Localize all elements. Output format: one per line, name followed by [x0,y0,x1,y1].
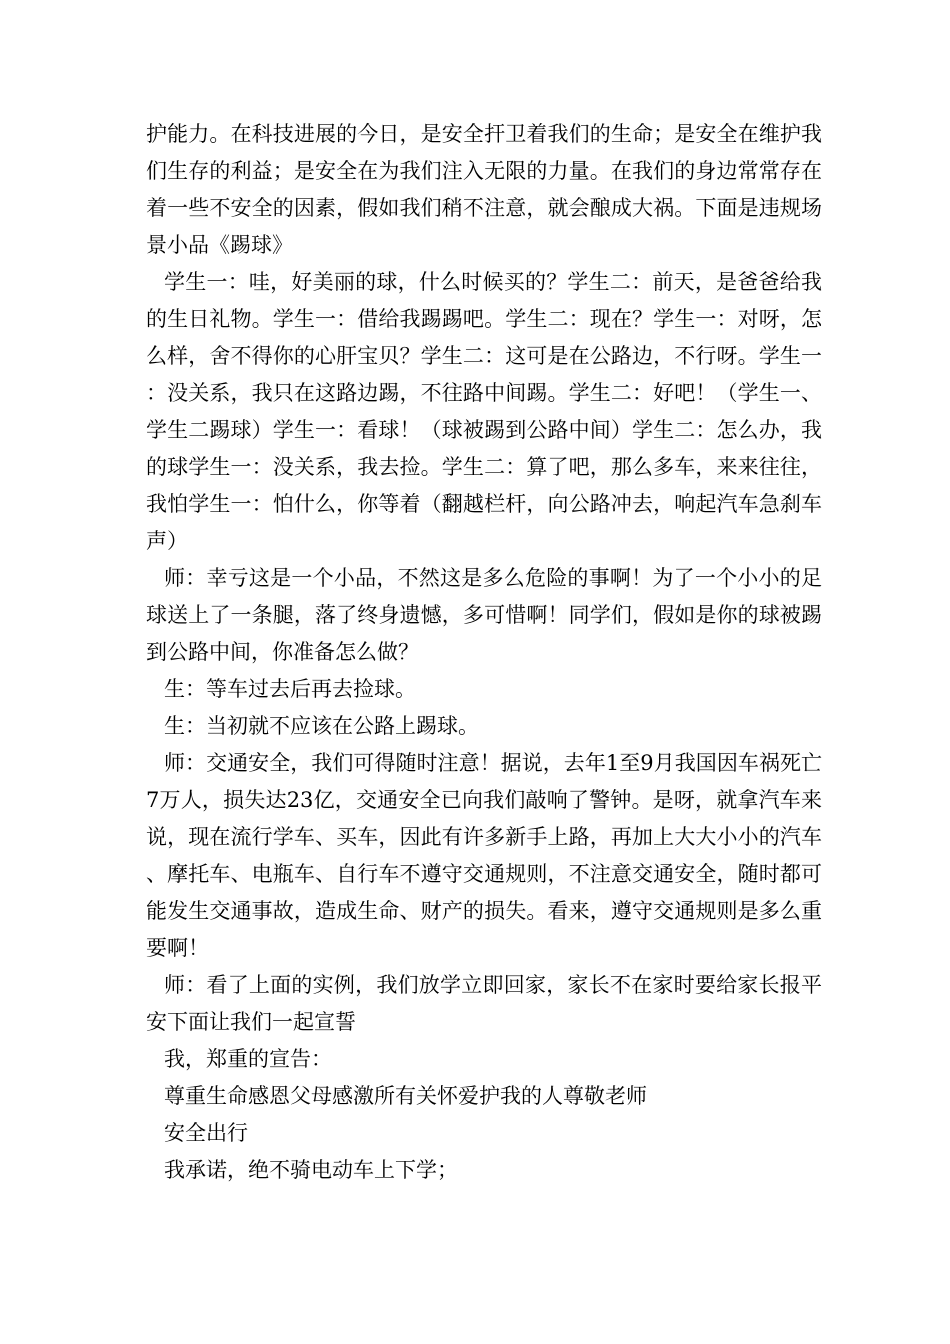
paragraph-oath-respect: 尊重生命感恩父母感激所有关怀爱护我的人尊敬老师 [164,1084,647,1108]
paragraph-skit-dialogue: 学生一：哇，好美丽的球，什么时候买的？学生二：前天，是爸爸给我的生日礼物。学生一：借给我踢踢吧。学生二：现在？学生一：对呀，怎么样，舍不得你的心肝宝贝？学生二：这可是在公路边，不行呀。学生一：没关系，我只在这路边踢，不往路中间踢。学生二：好吧！（学生一、学生二踢球）学生一：看球！（球被踢到公路中间）学生二：怎么办，我的球学生一：没关系，我去捡。学生二：算了吧，那么多车，来来往往，我怕学生一：怕什么，你等着（翻越栏杆，向公路冲去，响起汽车急刹车声） [146,270,822,553]
paragraph-student-answer-2: 生：当初就不应该在公路上踢球。 [164,714,479,738]
paragraph-teacher-traffic-safety: 师：交通安全，我们可得随时注意！据说，去年1至9月我国因车祸死亡7万人，损失达23亿，交通安全已向我们敲响了警钟。是呀，就拿汽车来说，现在流行学车、买车，因此有许多新手上路，再加上大大小小的汽车、摩托车、电瓶车、自行车不遵守交通规则，不注意交通安全，随时都可能发生交通事故，造成生命、财产的损失。看来，遵守交通规则是多么重要啊！ [146,751,822,960]
paragraph-oath-safe-travel: 安全出行 [164,1121,248,1145]
document-body [146,116,822,1189]
paragraph-oath-declaration: 我，郑重的宣告： [164,1047,332,1071]
paragraph-teacher-oath-intro: 师：看了上面的实例，我们放学立即回家，家长不在家时要给家长报平安下面让我们一起宣誓 [146,973,822,1034]
paragraph-student-answer-1: 生：等车过去后再去捡球。 [164,677,416,701]
paragraph-teacher-question: 师：幸亏这是一个小品，不然这是多么危险的事啊！为了一个小小的足球送上了一条腿，落了终身遗憾，多可惜啊！同学们，假如是你的球被踢到公路中间，你准备怎么做？ [146,566,822,664]
paragraph-oath-promise: 我承诺，绝不骑电动车上下学； [164,1158,458,1182]
paragraph-intro: 护能力。在科技进展的今日，是安全扞卫着我们的生命；是安全在维护我们生存的利益；是安全在为我们注入无限的力量。在我们的身边常常存在着一些不安全的因素，假如我们稍不注意，就会酿成大祸。下面是违规场景小品《踢球》 [146,122,822,257]
